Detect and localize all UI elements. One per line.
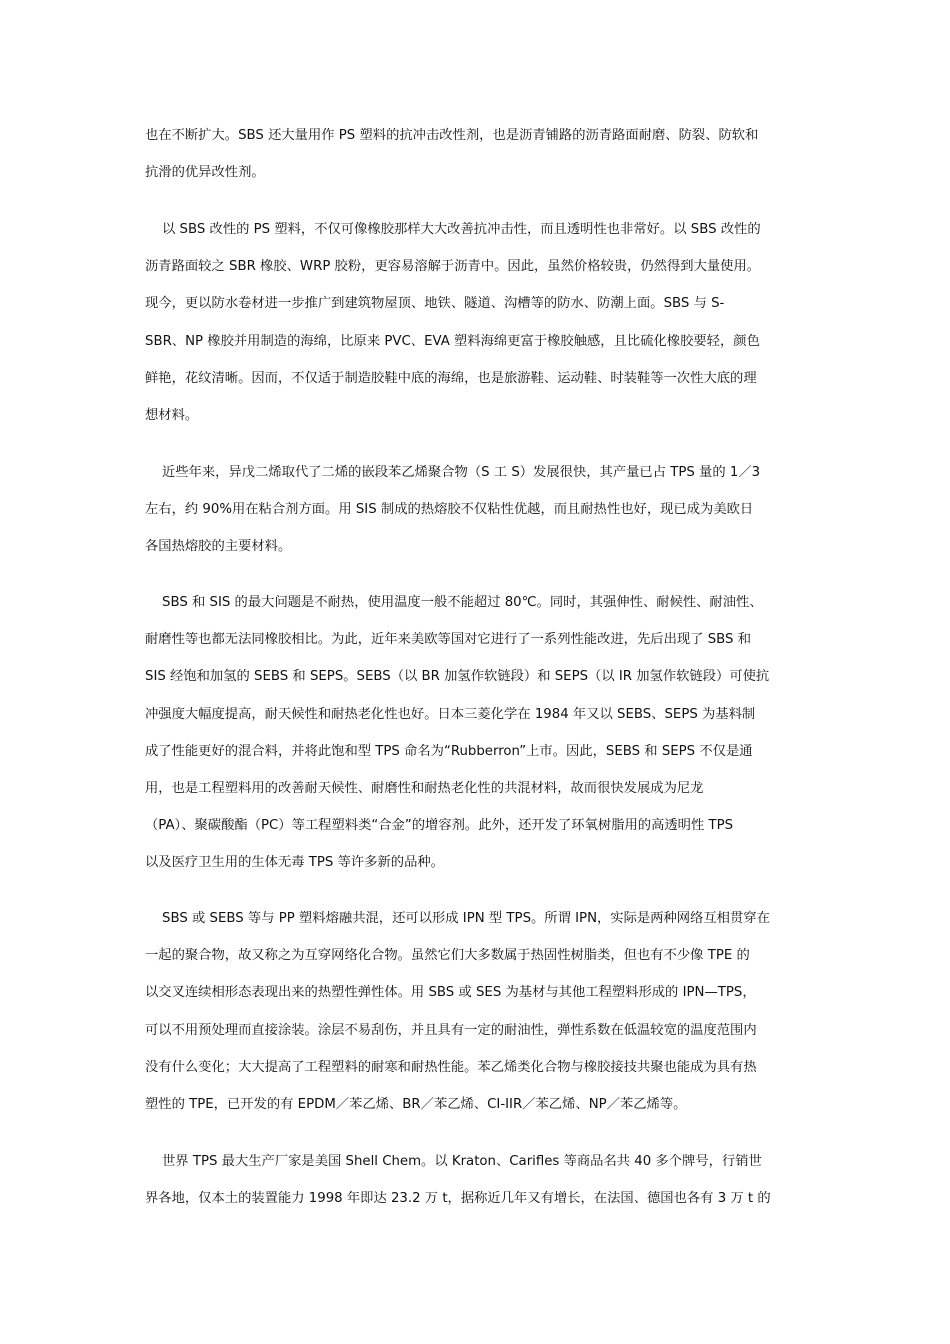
- text-line: 可以不用预处理而直接涂装。涂层不易刮伤，并且具有一定的耐油性，弹性系数在低温较宽的温度范围内: [145, 1022, 757, 1038]
- text-line: 以 SBS 改性的 PS 塑料，不仅可像橡胶那样大大改善抗冲击性，而且透明性也非常好。以 SBS 改性的: [162, 222, 761, 237]
- text-line: 以交叉连续相形态表现出来的热塑性弹性体。用 SBS 或 SES 为基材与其他工程塑料形成的 IPN—TPS，: [145, 985, 756, 1001]
- text-line: 抗滑的优异改性剂。: [145, 165, 265, 181]
- text-line: 塑性的 TPE，已开发的有 EPDM／苯乙烯、BR／苯乙烯、CI-IIR／苯乙烯、NP／苯乙烯等。: [145, 1096, 687, 1112]
- paragraph-1: [145, 117, 807, 191]
- text-line: 想材料。: [145, 407, 199, 423]
- paragraph-6: [145, 1143, 807, 1217]
- paragraph-3: [145, 454, 807, 566]
- text-line: 沥青路面较之 SBR 橡胶、WRP 胶粉，更容易溶解于沥青中。因此，虽然价格较贵，仍然得到大量使用。: [145, 259, 761, 275]
- text-line: SBS 或 SEBS 等与 PP 塑料熔融共混，还可以形成 IPN 型 TPS。所谓 IPN，实际是两种网络互相贯穿在: [162, 911, 770, 926]
- text-line: 也在不断扩大。SBS 还大量用作 PS 塑料的抗冲击改性剂，也是沥青铺路的沥青路面耐磨、防裂、防软和: [145, 128, 759, 143]
- text-line: 耐磨性等也都无法同橡胶相比。为此，近年来美欧等国对它进行了一系列性能改进，先后出现了 SBS 和: [145, 632, 751, 648]
- text-line: SBS 和 SIS 的最大问题是不耐热，使用温度一般不能超过 80℃。同时，其强伸性、耐候性、耐油性、: [162, 595, 763, 610]
- text-line: SBR、NP 橡胶并用制造的海绵，比原来 PVC、EVA 塑料海绵更富于橡胶触感，且比硫化橡胶要轻，颜色: [145, 333, 760, 349]
- text-line: 成了性能更好的混合料，并将此饱和型 TPS 命名为“Rubberron”上市。因此，SEBS 和 SEPS 不仅是通: [145, 743, 753, 759]
- paragraph-2: [145, 211, 807, 434]
- text-line: 冲强度大幅度提高，耐天候性和耐热老化性也好。日本三菱化学在 1984 年又以 SEBS、SEPS 为基料制: [145, 706, 756, 722]
- paragraph-4: [145, 584, 807, 882]
- paragraph-5: [145, 900, 807, 1123]
- text-line: 近些年来，异戊二烯取代了二烯的嵌段苯乙烯聚合物（S 工 S）发展很快，其产量已占 TPS 量的 1／3: [162, 465, 761, 480]
- text-line: 鲜艳，花纹清晰。因而，不仅适于制造胶鞋中底的海绵，也是旅游鞋、运动鞋、时装鞋等一次性大底的理: [145, 370, 757, 386]
- text-line: 一起的聚合物，故又称之为互穿网络化合物。虽然它们大多数属于热固性树脂类，但也有不少像 TPE 的: [145, 948, 750, 964]
- text-line: 界各地，仅本土的装置能力 1998 年即达 23.2 万 t，据称近几年又有增长，在法国、德国也各有 3 万 t 的: [145, 1191, 771, 1207]
- text-line: （PA）、聚碳酸酯（PC）等工程塑料类“合金”的增容剂。此外，还开发了环氧树脂用的高透明性 TPS: [145, 818, 734, 834]
- text-line: 用，也是工程塑料用的改善耐天候性、耐磨性和耐热老化性的共混材料，故而很快发展成为尼龙: [145, 780, 704, 796]
- text-line: 各国热熔胶的主要材料。: [145, 539, 292, 555]
- text-line: 左右，约 90%用在粘合剂方面。用 SIS 制成的热熔胶不仅粘性优越，而且耐热性也好，现已成为美欧日: [145, 502, 754, 518]
- text-line: 以及医疗卫生用的生体无毒 TPS 等许多新的品种。: [145, 855, 444, 871]
- text-line: 现今，更以防水卷材进一步推广到建筑物屋顶、地铁、隧道、沟槽等的防水、防潮上面。SBS 与 S-: [145, 296, 725, 312]
- text-line: 没有什么变化；大大提高了工程塑料的耐寒和耐热性能。苯乙烯类化合物与橡胶接技共聚也能成为具有热: [145, 1059, 757, 1075]
- text-line: SIS 经饱和加氢的 SEBS 和 SEPS。SEBS（以 BR 加氢作软链段）和 SEPS（以 IR 加氢作软链段）可使抗: [145, 669, 770, 685]
- text-line: 世界 TPS 最大生产厂家是美国 Shell Chem。以 Kraton、Carifles 等商品名共 40 多个牌号，行销世: [162, 1154, 762, 1169]
